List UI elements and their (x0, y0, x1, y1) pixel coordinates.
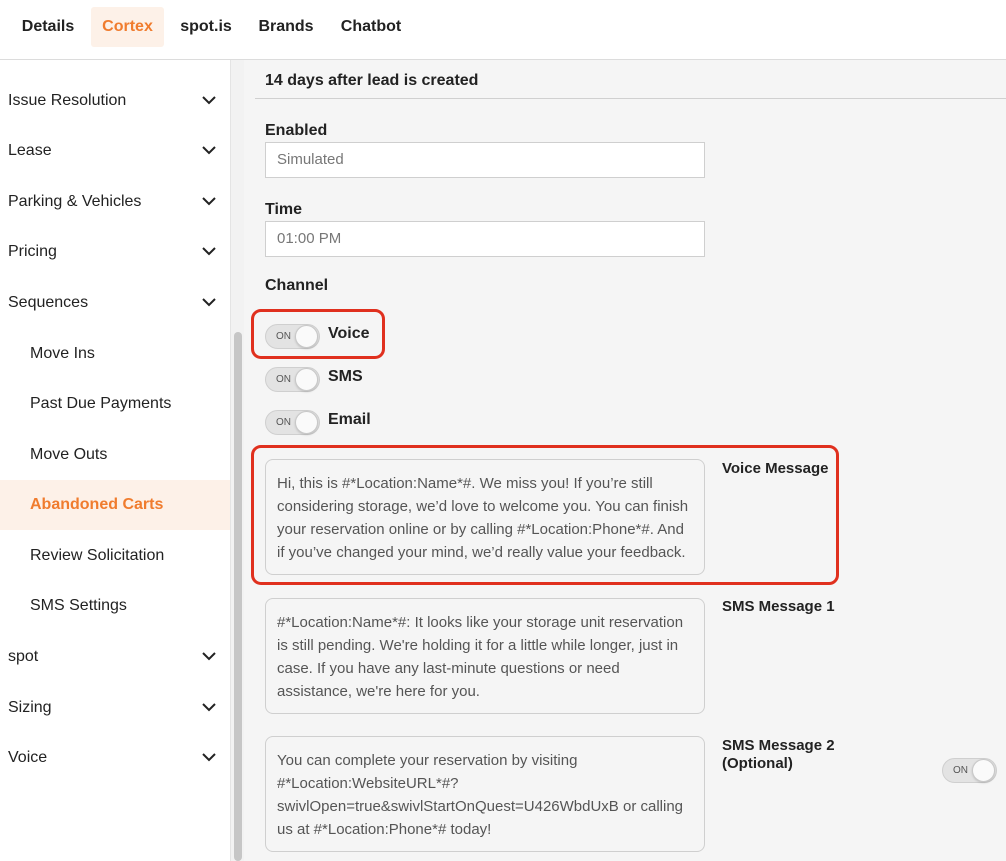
sidebar-item-label: Issue Resolution (8, 92, 127, 109)
toggle-knob (972, 759, 995, 782)
sms-toggle[interactable] (265, 367, 320, 392)
sidebar-item-label: Sequences (8, 294, 89, 311)
email-toggle-label: Email (328, 411, 371, 428)
chevron-down-icon (202, 297, 216, 307)
sidebar-item-review-solicitation[interactable] (0, 531, 230, 581)
sidebar-item-label: Past Due Payments (30, 395, 172, 412)
sequence-step-panel (244, 60, 1006, 861)
chevron-down-icon (202, 702, 216, 712)
toggle-state-text: ON (276, 374, 291, 385)
sidebar-item-label: Sizing (8, 699, 52, 716)
sidebar-item-past-due-payments[interactable] (0, 379, 230, 429)
chevron-down-icon (202, 752, 216, 762)
sidebar (0, 60, 230, 861)
tab-details[interactable]: Details (21, 18, 75, 35)
voice-toggle-label: Voice (328, 325, 370, 342)
divider (255, 98, 1006, 99)
sidebar-item-voice[interactable] (0, 733, 230, 783)
sms-message-2-label: SMS Message 2 (Optional) (722, 737, 835, 772)
toggle-knob (295, 325, 318, 348)
voice-message-label: Voice Message (722, 460, 829, 477)
sms-toggle-label: SMS (328, 368, 363, 385)
sidebar-item-sizing[interactable] (0, 683, 230, 733)
sidebar-scrollbar[interactable] (230, 60, 244, 861)
sidebar-item-label: Review Solicitation (30, 547, 165, 564)
sms-message-1-textarea[interactable]: #*Location:Name*#: It looks like your storage unit reservation is still pending. We're holding it for a little while longer, just in case. If you have any last-minute questions or need assistance, we're here for you. (265, 598, 705, 714)
sms-message-1-label: SMS Message 1 (722, 598, 835, 615)
chevron-down-icon (202, 95, 216, 105)
toggle-knob (295, 411, 318, 434)
enabled-label: Enabled (265, 122, 328, 139)
sidebar-item-label: Pricing (8, 243, 57, 260)
toggle-state-text: ON (276, 417, 291, 428)
sidebar-item-label: spot (8, 648, 39, 665)
toggle-state-text: ON (953, 765, 968, 776)
time-field[interactable]: 01:00 PM (265, 221, 705, 257)
sidebar-item-label: SMS Settings (30, 597, 127, 614)
tab-chatbot[interactable]: Chatbot (340, 18, 402, 35)
sms-message-2-textarea[interactable]: You can complete your reservation by visiting #*Location:WebsiteURL*#?swivlOpen=true&swivlStartOnQuest=U426WbdUxB or calling us at #*Location:Phone*# today! (265, 736, 705, 852)
enabled-field[interactable]: Simulated (265, 142, 705, 178)
chevron-down-icon (202, 196, 216, 206)
sidebar-item-lease[interactable] (0, 126, 230, 176)
sidebar-item-sequences[interactable] (0, 278, 230, 328)
sidebar-item-issue-resolution[interactable] (0, 76, 230, 126)
sidebar-item-parking-vehicles[interactable] (0, 177, 230, 227)
tab-brands[interactable]: Brands (258, 18, 314, 35)
toggle-knob (295, 368, 318, 391)
top-tab-bar (0, 0, 1006, 60)
sidebar-item-label: Abandoned Carts (30, 496, 164, 513)
sidebar-item-abandoned-carts[interactable] (0, 480, 230, 530)
sidebar-item-label: Lease (8, 142, 52, 159)
email-toggle[interactable] (265, 410, 320, 435)
sidebar-item-label: Voice (8, 749, 48, 766)
time-label: Time (265, 201, 303, 218)
sidebar-item-label: Move Ins (30, 345, 95, 362)
tab-cortex[interactable]: Cortex (91, 7, 164, 47)
chevron-down-icon (202, 145, 216, 155)
sidebar-item-move-outs[interactable] (0, 430, 230, 480)
sidebar-item-move-ins[interactable] (0, 329, 230, 379)
voice-toggle[interactable] (265, 324, 320, 349)
sidebar-item-sms-settings[interactable] (0, 581, 230, 631)
scrollbar-thumb[interactable] (234, 332, 242, 861)
chevron-down-icon (202, 651, 216, 661)
sms-message-2-toggle[interactable] (942, 758, 997, 783)
channel-label: Channel (265, 277, 329, 294)
chevron-down-icon (202, 246, 216, 256)
sidebar-item-spot[interactable] (0, 632, 230, 682)
toggle-state-text: ON (276, 331, 291, 342)
step-title: 14 days after lead is created (265, 72, 479, 89)
voice-message-textarea[interactable]: Hi, this is #*Location:Name*#. We miss you! If you’re still considering storage, we’d love to welcome you. You can finish your reservation online or by calling #*Location:Phone*#. And if you’ve changed your mind, we’d really value your feedback. (265, 459, 705, 575)
sidebar-item-label: Move Outs (30, 446, 108, 463)
sidebar-item-label: Parking & Vehicles (8, 193, 142, 210)
sidebar-item-pricing[interactable] (0, 227, 230, 277)
tab-spot-is[interactable]: spot.is (180, 18, 232, 35)
